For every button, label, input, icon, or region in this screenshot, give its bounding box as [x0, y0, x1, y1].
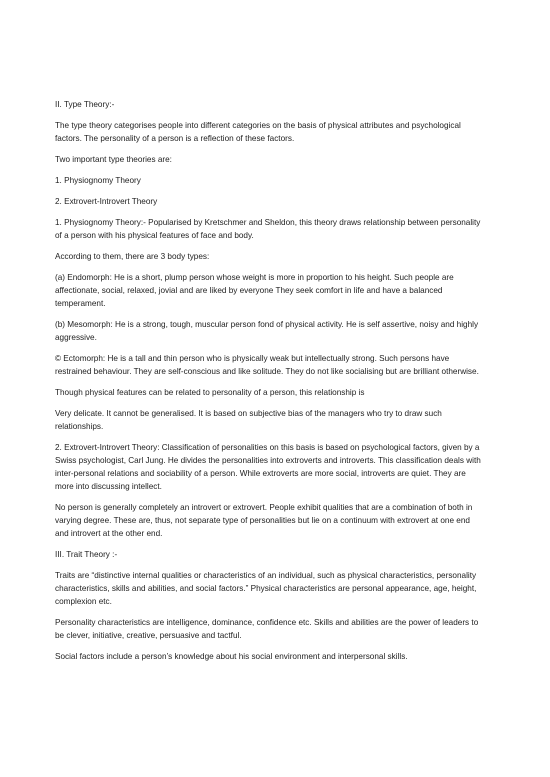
paragraph: (a) Endomorph: He is a short, plump person whose weight is more in proportion to his height. Such people are affectionate, social, relaxed, jovial and are liked by everyone They seek comfort in life and have a balanced temperament. — [55, 273, 454, 308]
section-heading-type-theory: II. Type Theory:- — [55, 100, 115, 109]
list-item: 1. Physiognomy Theory — [55, 176, 141, 185]
paragraph: 1. Physiognomy Theory:- Popularised by Kretschmer and Sheldon, this theory draws relationship between personality of a person with his physical features of face and body. — [55, 218, 481, 240]
paragraph: (b) Mesomorph: He is a strong, tough, muscular person fond of physical activity. He is self assertive, noisy and highly aggressive. — [55, 320, 479, 342]
paragraph: Though physical features can be related to personality of a person, this relationship is — [55, 388, 365, 397]
paragraph: Personality characteristics are intelligence, dominance, confidence etc. Skills and abilities are the power of leaders to be clever, initiative, creative, persuasive and tactful. — [55, 618, 479, 640]
section-heading-trait-theory: III. Trait Theory :- — [55, 550, 118, 559]
paragraph: 2. Extrovert-Introvert Theory: Classification of personalities on this basis is based on psychological factors, given by a Swiss psychologist, Carl Jung. He divides the personalities into extroverts and introverts. This classification deals with inter-personal relations and sociability of a person. While extroverts are more social, introverts are quiet. They are more into discussing intellect. — [55, 443, 481, 491]
paragraph: Very delicate. It cannot be generalised. It is based on subjective bias of the managers who try to draw such relationships. — [55, 409, 442, 431]
paragraph: Two important type theories are: — [55, 155, 172, 164]
paragraph: According to them, there are 3 body types: — [55, 252, 210, 261]
list-item: 2. Extrovert-Introvert Theory — [55, 197, 158, 206]
paragraph: © Ectomorph: He is a tall and thin person who is physically weak but intellectually strong. Such persons have restrained behaviour. They are self-conscious and like solitude. They do not like socialising but are brilliant otherwise. — [55, 354, 479, 376]
paragraph: No person is generally completely an introvert or extrovert. People exhibit qualities that are a combination of both in varying degree. These are, thus, not separate type of personalities but lie on a continuum with extrovert at one end and introvert at the other end. — [55, 503, 473, 538]
paragraph: Social factors include a person’s knowledge about his social environment and interpersonal skills. — [55, 652, 408, 661]
paragraph: The type theory categorises people into different categories on the basis of physical attributes and psychological factors. The personality of a person is a reflection of these factors. — [55, 121, 461, 143]
paragraph: Traits are “distinctive internal qualities or characteristics of an individual, such as physical characteristics, personality characteristics, skills and abilities, and social factors.” Physical characteristics are personal appearance, age, height, complexion etc. — [55, 571, 477, 606]
